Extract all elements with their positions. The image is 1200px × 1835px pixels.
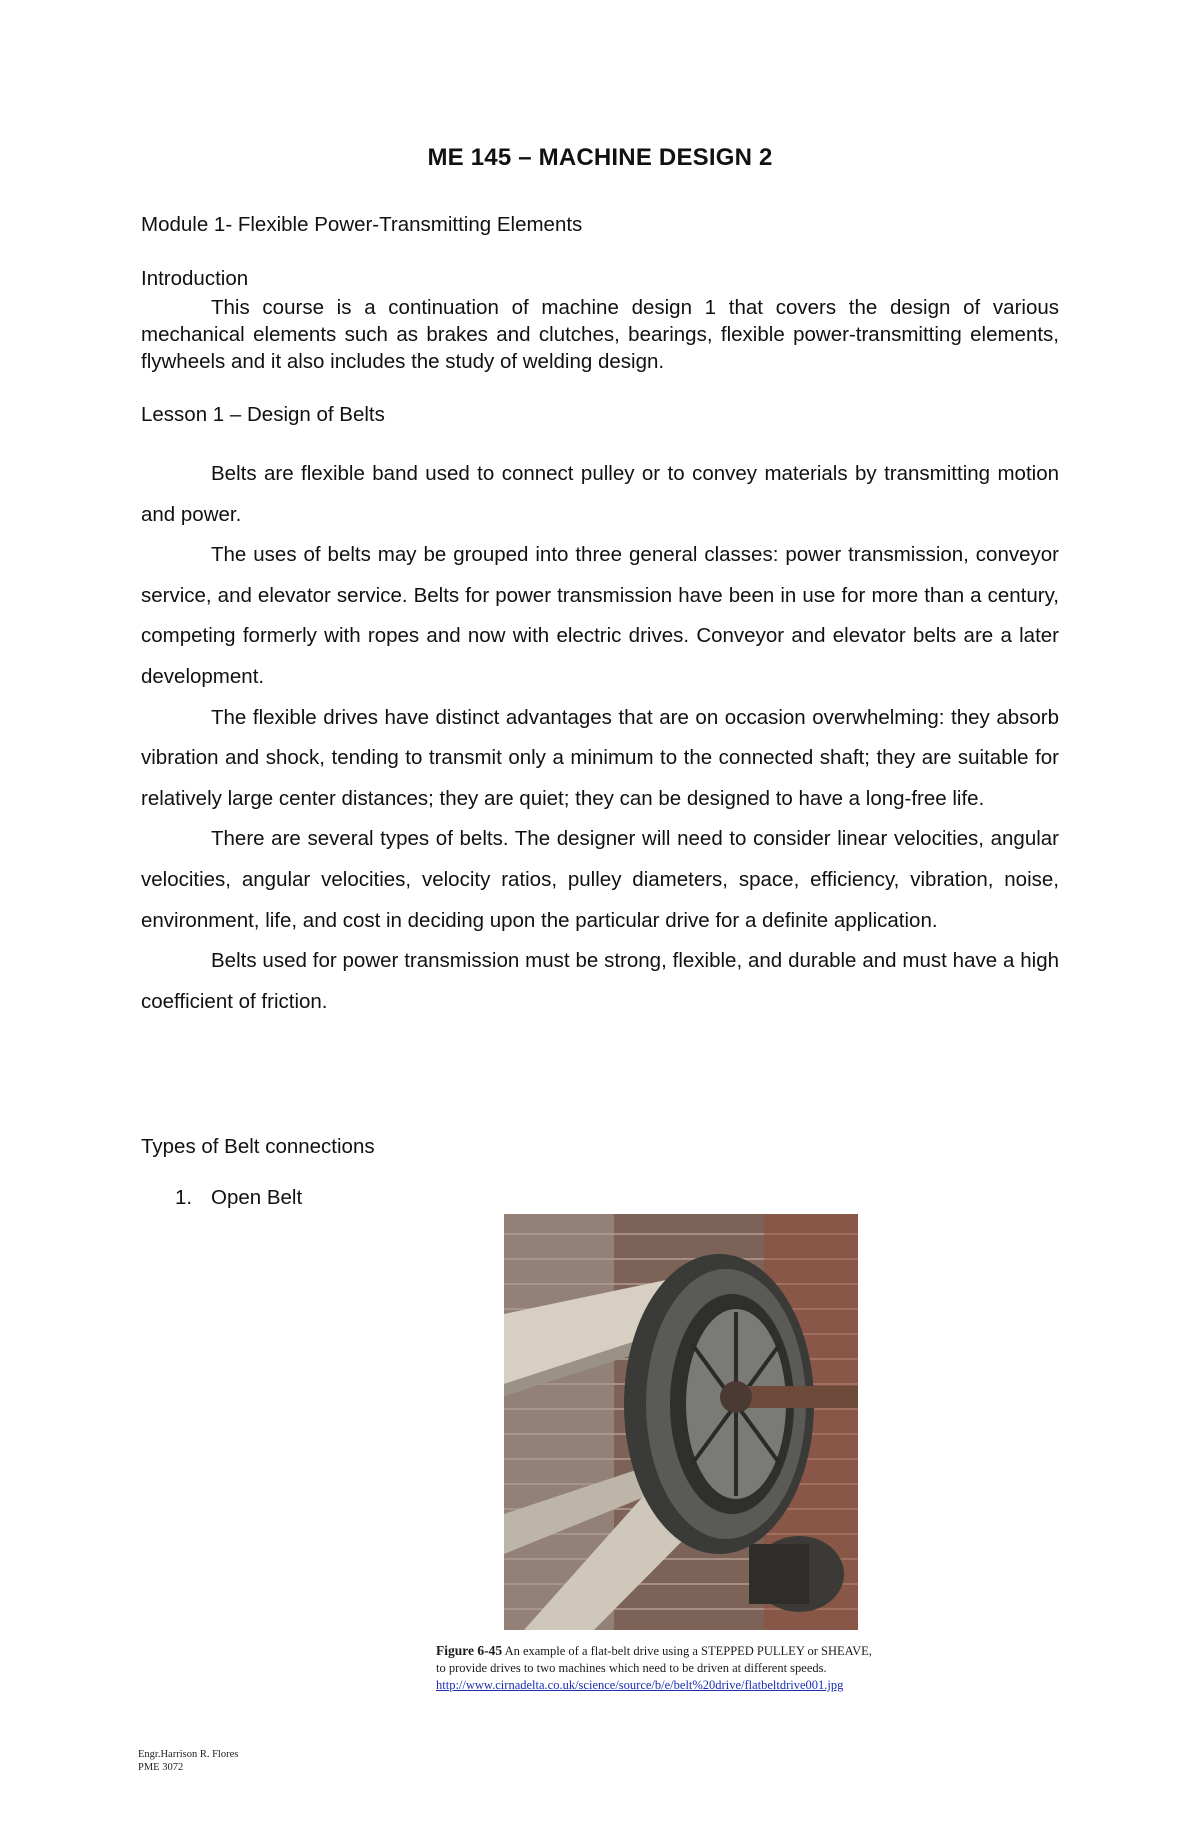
caption-line: to provide drives to two machines which need to be driven at different speeds.: [436, 1661, 827, 1675]
caption-text: An example of a flat-belt drive using a STEPPED PULLEY or SHEAVE,: [504, 1644, 872, 1658]
figure-caption: [436, 1642, 996, 1694]
paragraph: Belts used for power transmission must be strong, flexible, and durable and must have a high coefficient of friction.: [141, 949, 1059, 1013]
caption-line: [436, 1642, 996, 1660]
paragraph: Belts are flexible band used to connect pulley or to convey materials by transmitting motion and power.: [141, 462, 1059, 526]
belt-drive-photo: [504, 1214, 858, 1630]
intro-heading: Introduction: [141, 267, 249, 290]
module-heading: Module 1- Flexible Power-Transmitting Elements: [141, 213, 583, 236]
paragraph: There are several types of belts. The designer will need to consider linear velocities, angular velocities, angular velocities, velocity ratios, pulley diameters, space, efficiency, vibration, noise, environment, life, and cost in deciding upon the particular drive for a definite application.: [141, 827, 1059, 932]
footer-course: PME 3072: [138, 1762, 184, 1773]
list-label: Open Belt: [211, 1186, 303, 1209]
figure-label: Figure 6-45: [436, 1643, 503, 1658]
paragraph: The uses of belts may be grouped into three general classes: power transmission, conveyor service, and elevator service. Belts for power transmission have been in use for more than a century, competing formerly with ropes and now with electric drives. Conveyor and elevator belts are a later development.: [141, 543, 1059, 688]
lesson-heading: Lesson 1 – Design of Belts: [141, 403, 385, 426]
page-footer: [138, 1748, 238, 1774]
paragraph: The flexible drives have distinct advantages that are on occasion overwhelming: they absorb vibration and shock, tending to transmit only a minimum to the connected shaft; they are suitable for relatively large center distances; they are quiet; they can be designed to have a long-free life.: [141, 705, 1059, 810]
lesson-body: [141, 454, 1059, 1022]
list-number: 1.: [175, 1186, 193, 1209]
figure-source-link[interactable]: http://www.cirnadelta.co.uk/science/source/b/e/belt%20drive/flatbeltdrive001.jpg: [436, 1678, 844, 1692]
intro-paragraph: This course is a continuation of machine design 1 that covers the design of various mechanical elements such as brakes and clutches, bearings, flexible power-transmitting elements, flywheels and it also includes the study of welding design.: [141, 296, 1059, 373]
footer-author: Engr.Harrison R. Flores: [138, 1749, 239, 1760]
stepped-pulley-illustration: [504, 1214, 858, 1630]
document-title: ME 145 – MACHINE DESIGN 2: [427, 144, 773, 171]
document-page: [138, 0, 1059, 1835]
types-heading: Types of Belt connections: [141, 1135, 375, 1158]
list-item: [175, 1186, 302, 1210]
